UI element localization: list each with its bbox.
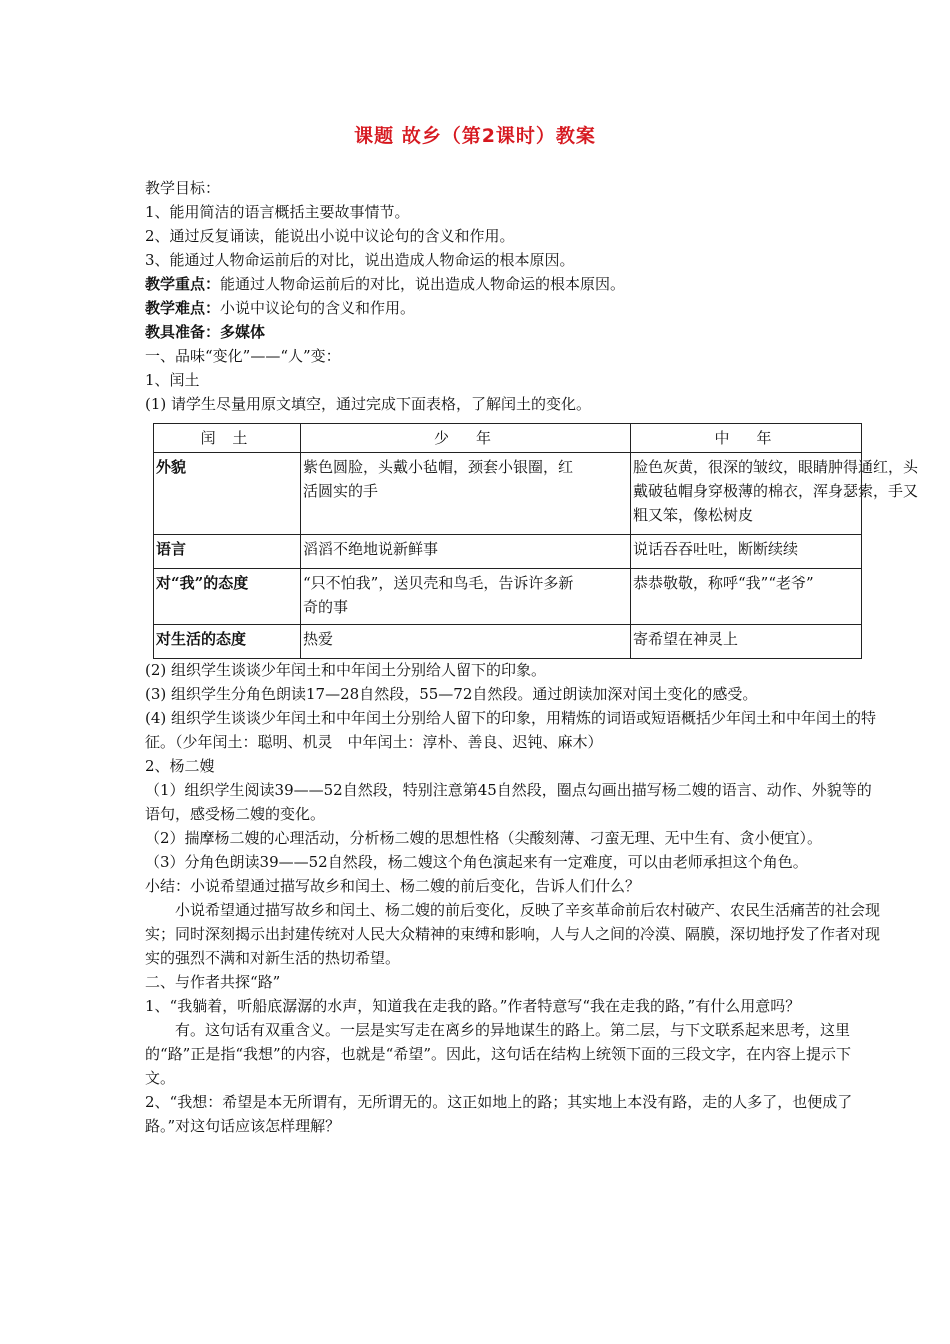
- row-label: 语言: [154, 535, 301, 569]
- table-row: [154, 453, 862, 535]
- document-title: 课题 故乡（第2课时）教案: [354, 125, 596, 147]
- difficulty-label: 教学难点：: [145, 299, 221, 317]
- task-4: (4) 组织学生谈谈少年闰土和中年闰土分别给人留下的印象，用精炼的词语或短语概括少年闰土和中年闰土的特征。（少年闰土：聪明、机灵 中年闰土：淳朴、善良、迟钝、麻木）: [145, 709, 877, 751]
- question-2: 2、“我想：希望是本无所谓有，无所谓无的。这正如地上的路；其实地上本没有路，走的人多了，也便成了路。”对这句话应该怎样理解？: [145, 1093, 853, 1135]
- key-point-label: 教学重点：: [145, 275, 221, 293]
- summary-question: 小结：小说希望通过描写故乡和闰土、杨二嫂的前后变化，告诉人们什么？: [145, 877, 641, 895]
- cell-text: “只不怕我”，送贝壳和鸟毛，告诉许多新奇的事: [303, 574, 574, 616]
- table-cell: [301, 453, 631, 535]
- subsection-runtu: 1、闰土: [145, 371, 200, 389]
- table-cell: 寄希望在神灵上: [631, 625, 862, 659]
- table-row: [154, 535, 862, 569]
- task-1: (1) 请学生尽量用原文填空，通过完成下面表格，了解闰土的变化。: [145, 395, 592, 413]
- answer-1: 有。这句话有双重含义。一层是实写走在离乡的异地谋生的路上。第二层，与下文联系起来思考，这里的“路”正是指“我想”的内容，也就是“希望”。因此，这句话在结构上统领下面的三段文字，在内容上提示下文。: [145, 1021, 852, 1087]
- table-row: [154, 625, 862, 659]
- row-label: 对“我”的态度: [154, 569, 301, 625]
- key-point: [145, 272, 880, 296]
- table-header: 少 年: [301, 424, 631, 453]
- difficulty: [145, 296, 880, 320]
- table-cell: 热爱: [301, 625, 631, 659]
- row-label: 外貌: [154, 453, 301, 535]
- objective-item: 1、能用简洁的语言概括主要故事情节。: [145, 203, 410, 221]
- cell-text: 紫色圆脸，头戴小毡帽，颈套小银圈，红活圆实的手: [303, 458, 574, 500]
- objectives-section: [145, 176, 880, 416]
- task-3: (3) 组织学生分角色朗读17—28自然段，55—72自然段。通过朗读加深对闰土变化的感受。: [145, 685, 758, 703]
- question-1: 1、“我躺着，听船底潺潺的水声，知道我在走我的路。”作者特意写“我在走我的路，”有什么用意吗？: [145, 997, 801, 1015]
- table-header: 中 年: [631, 424, 862, 453]
- objectives-heading: 教学目标：: [145, 179, 221, 197]
- yang-task-2: （2）揣摩杨二嫂的心理活动，分析杨二嫂的思想性格（尖酸刻薄、刁蛮无理、无中生有、贪小便宜）。: [145, 829, 823, 847]
- table-cell: [631, 453, 919, 535]
- cell-text: 脸色灰黄，很深的皱纹，眼睛肿得通红，头戴破毡帽身穿极薄的棉衣，浑身瑟索，手又粗又笨，像松树皮: [633, 458, 919, 524]
- row-label: 对生活的态度: [154, 625, 301, 659]
- yang-task-1: （1）组织学生阅读39——52自然段，特别注意第45自然段，圈点勾画出描写杨二嫂的语言、动作、外貌等的语句，感受杨二嫂的变化。: [145, 781, 872, 823]
- tools-line: 教具准备：多媒体: [145, 323, 266, 341]
- table-cell: [301, 569, 631, 625]
- table-cell: 恭恭敬敬，称呼“我”“老爷”: [631, 569, 862, 625]
- runtu-comparison-table: [153, 423, 919, 659]
- table-header: 闰 土: [154, 424, 301, 453]
- section1-continued: [145, 658, 880, 1138]
- summary-answer: 小说希望通过描写故乡和闰土、杨二嫂的前后变化，反映了辛亥革命前后农村破产、农民生活痛苦的社会现实；同时深刻揭示出封建传统对人民大众精神的束缚和影响，人与人之间的冷漠、隔膜，深切地抒发了作者对现实的强烈不满和对新生活的热切希望。: [145, 901, 881, 967]
- objective-item: 3、能通过人物命运前后的对比，说出造成人物命运的根本原因。: [145, 251, 575, 269]
- table-row: [154, 569, 862, 625]
- objective-item: 2、通过反复诵读，能说出小说中议论句的含义和作用。: [145, 227, 515, 245]
- section2-heading: 二、与作者共探“路”: [145, 973, 281, 991]
- table-header-row: [154, 424, 862, 453]
- task-2: (2) 组织学生谈谈少年闰土和中年闰土分别给人留下的印象。: [145, 661, 547, 679]
- subsection-yang: 2、杨二嫂: [145, 757, 215, 775]
- section1-heading: 一、品味“变化”——“人”变：: [145, 347, 341, 365]
- yang-task-3: （3）分角色朗读39——52自然段，杨二嫂这个角色演起来有一定难度，可以由老师承担这个角色。: [145, 853, 808, 871]
- table-cell: 滔滔不绝地说新鲜事: [301, 535, 631, 569]
- table-cell: 说话吞吞吐吐，断断续续: [631, 535, 862, 569]
- difficulty-text: 小说中议论句的含义和作用。: [220, 299, 416, 317]
- key-point-text: 能通过人物命运前后的对比，说出造成人物命运的根本原因。: [220, 275, 626, 293]
